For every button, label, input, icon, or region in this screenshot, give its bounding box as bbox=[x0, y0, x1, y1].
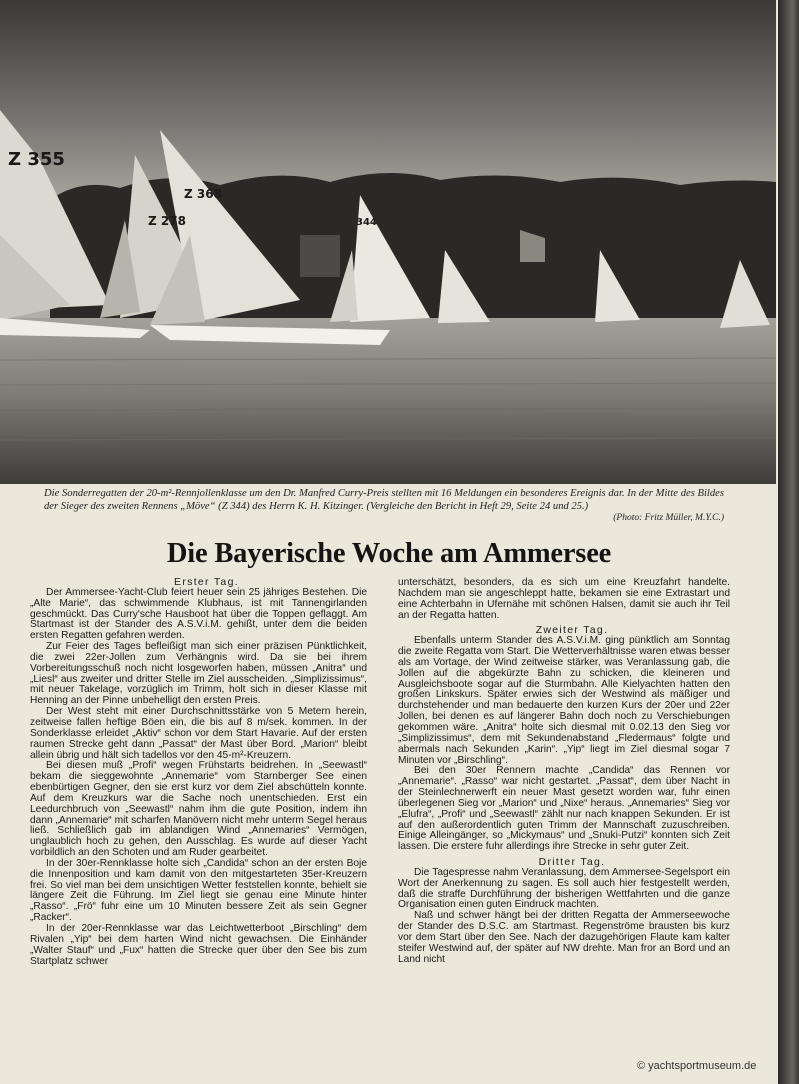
section-heading-day-2: Zweiter Tag. bbox=[535, 624, 609, 637]
paragraph: Die Tagespresse nahm Veranlassung, dem Ammersee-Segelsport ein Wort der Anerkennung zu sagen. Es soll auch hier festgestellt werden, daß die straffe Durchführung der bisherigen Wettfahrten und die ganze Organisation einen guten Eindruck machten. bbox=[398, 866, 730, 911]
left-column bbox=[30, 578, 367, 967]
paragraph: Bei diesen muß „Profi“ wegen Frühstarts beidrehen. In „Seewastl“ bekam die sieggewohnte „Annemarie“ vom Starnberger See einen ebenbürtigen Gegner, den sie erst kurz vor dem Ziel abschütteln konnte. Auf dem Kreuzkurs war die Sache noch unentschieden. Erst ein Leedurchbruch von „Seewastl“ nahm ihm die gute Position, indem ihn dann „Annemarie“ mit scharfen Manövern nicht mehr unterm Segel heraus ließ. Schließlich gab im ablandigen Wind „Annemaries“ Vermögen, unglaublich hoch zu gehen, den Ausschlag. Es wurde auf dieser Yacht vorbildlich an den Schoten und am Ruder gearbeitet. bbox=[30, 760, 367, 859]
paragraph: In der 30er-Rennklasse holte sich „Candida“ schon an der ersten Boje die Innenposition und kam damit von den mitgestarteten 35er-Kreuzern frei. So viel man bei dem unsichtigen Wetter feststellen konnte, behielt sie längere Zeit die Führung. Im Ziel liegt sie genau eine Minute hinter „Rasso“. „Frö“ fuhr eine um 10 Minuten bessere Zeit als sein Gegner „Racker“. bbox=[30, 857, 367, 924]
sail-number-344: 344 bbox=[356, 217, 377, 228]
regatta-photo-svg bbox=[0, 0, 776, 484]
paragraph-continued: unterschätzt, besonders, da es sich um eine Kreuzfahrt handelte. Nachdem man sie angeschleppt hatte, bekamen sie eine Extrastart und eine Achterbahn in Ufernähe mit schönen Halsen, damit sie auch ihr Teil an der Regatta hatten. bbox=[398, 577, 730, 621]
sail-number-z355: Z 355 bbox=[8, 149, 65, 170]
paragraph: Der West steht mit einer Durchschnittsstärke von 5 Metern herein, zeitweise fallen heftige Böen ein, die bis auf 8 m/sek. kommen. In der Sonderklasse erleidet „Aktiv“ schon vor dem Start Havarie. Auf der ersten raumen Strecke geht dann „Passat“ der Mast über Bord. „Marion“ bleibt allein übrig und hält sich tadellos vor den 45-m²-Kreuzern. bbox=[30, 706, 367, 761]
paragraph: Bei den 30er Rennern machte „Candida“ das Rennen vor „Annemarie“. „Rasso“ war nicht gestartet. „Passat“, dem über Nacht in der Steinlechnerwerft ein neuer Mast gesetzt worden war, fuhr einen überlegenen Sieg vor „Marion“ und „Nixe“ heraus. „Annemaries“ Sieg vor „Elufra“, „Profi“ und „Seewastl“ zählt nur nach knappen Sekunden. Er ist auf den außerordentlich guten Trimm der Mannschaft zuzuschreiben. Einige Alleingänger, so „Mickymaus“ und „Snuki-Putzi“ konnten sich Zeit lassen. Die erstere fuhr allerdings ihre Strecke in sehr guter Zeit. bbox=[398, 765, 730, 853]
lake-water bbox=[0, 318, 776, 484]
right-column bbox=[398, 578, 730, 966]
watermark: © yachtsportmuseum.de bbox=[637, 1060, 757, 1072]
regatta-photo bbox=[0, 0, 776, 484]
paragraph: Naß und schwer hängt bei der dritten Regatta der Ammerseewoche der Stander des D.S.C. am Startmast. Regenströme brausten bis kurz vor dem Start über den See. Nach der dazugehörigen Flaute kam kalter steifer Westwind auf, der später auf NW drehte. Man fror an Bord und an Land nicht bbox=[398, 910, 730, 965]
paragraph: In der 20er-Rennklasse war das Leichtwetterboot „Birschling“ dem Rivalen „Yip“ bei dem harten Wind nicht gewachsen. Die Einhänder „Walter Stauf“ und „Fux“ hatten die Strecke quer über den See bis zum Startplatz schwer bbox=[30, 923, 367, 967]
caption-text: Die Sonderregatten der 20-m²-Rennjollenklasse um den Dr. Manfred Curry-Preis stellten mit 16 Meldungen ein besonderes Ereignis dar. In der Mitte des Bildes der Sieger des zweiten Rennens „Möve“ (Z 344) des Herrn K. H. Kitzinger. (Vergleiche den Bericht in Heft 29, Seite 24 und 25.) bbox=[44, 488, 724, 512]
paragraph: Ebenfalls unterm Stander des A.S.V.i.M. ging pünktlich am Sonntag die zweite Regatta vom Start. Die Wetterverhältnisse waren etwas besser als am Vortage, der Wind zeitweise stärker, was Veranlassung gab, die Jollen auf die abgekürzte Bahn zu schicken, die kleineren und Ausgleichsboote sogar auf die Sturmbahn. Alle Kielyachten hatten den großen Linkskurs. Später erwies sich der Westwind als mäßiger und durchstehender und man bedauerte den kurzen Kurs der 20er und 22er Jollen, bei denen es auf längerer Bahn doch noch zu Verschiebungen gekommen wäre. „Anitra“ holte sich diesmal mit 0.02.13 den Sieg vor „Simplizissimus“, dem mit Sekundenabstand „Fledermaus“ folgte und abermals nach Sekunden „Karin“. „Yip“ liegt im Ziel diesmal sogar 7 Minuten vor „Birschling“. bbox=[398, 635, 730, 766]
section-heading-day-3: Dritter Tag. bbox=[538, 856, 606, 869]
boathouse bbox=[300, 235, 340, 277]
sail-number-z368: Z 368 bbox=[184, 187, 222, 201]
paragraph: Zur Feier des Tages befleißigt man sich einer präzisen Pünktlichkeit, die zwei 22er-Jollen zum Verhängnis wird. Da sie bei ihrem Vorbereitungsschuß noch nicht losgeworfen haben, müssen „Anitra“ und „Liesl“ aus zweiter und dritter Stelle im Ziel ausscheiden. „Simplizissimus“, mit neuer Takelage, vorzüglich im Trimm, holt sich in dieser Klasse mit Henning an der Pinne unbehelligt den ersten Preis. bbox=[30, 641, 367, 707]
photo-credit: (Photo: Fritz Müller, M.Y.C.) bbox=[613, 513, 724, 523]
photo-caption bbox=[44, 487, 724, 525]
paragraph: Der Ammersee-Yacht-Club feiert heuer sein 25 jähriges Bestehen. Die „Alte Marie“, das schwimmende Klubhaus, ist mit Tannengirlanden geschmückt. Das Curry'sche Hausboot hat über die Toppen geflaggt. Am Startmast ist der Stander des A.S.V.i.M. gehißt, unter dem die beiden ersten Regatten gefahren werden. bbox=[30, 586, 367, 642]
sail-number-z278: Z 278 bbox=[148, 214, 186, 228]
page-edge-shadow bbox=[778, 0, 799, 1084]
article-headline: Die Bayerische Woche am Ammersee bbox=[166, 538, 612, 569]
section-heading-day-1: Erster Tag. bbox=[174, 576, 239, 588]
